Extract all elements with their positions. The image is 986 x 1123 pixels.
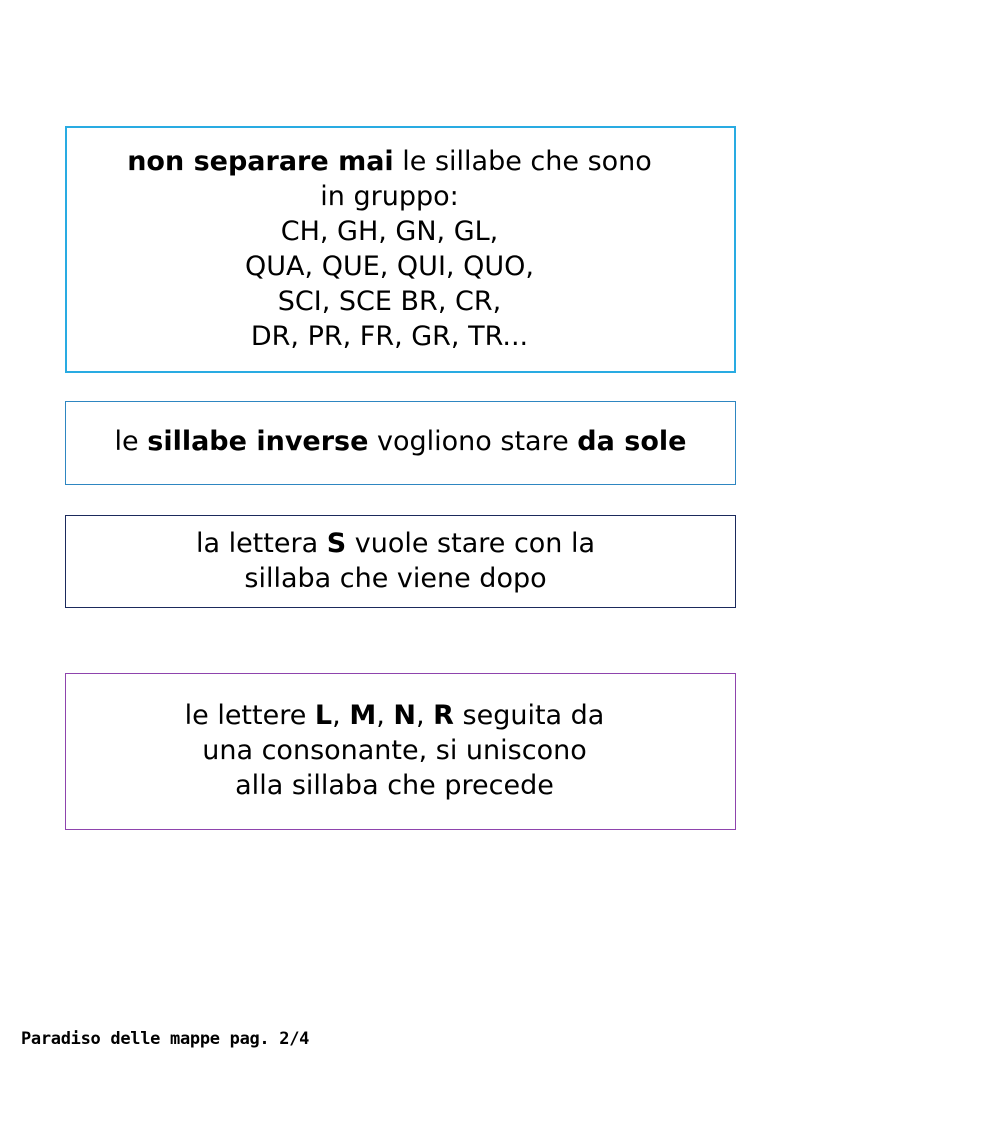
page-footer: Paradiso delle mappe pag. 2/4 xyxy=(21,1029,310,1049)
rule-text-run: , xyxy=(376,700,394,731)
rule-line xyxy=(127,144,652,179)
rule-line xyxy=(127,319,652,354)
rule-text-bold: N xyxy=(393,700,416,731)
rule-line xyxy=(185,768,605,803)
rule-text xyxy=(115,424,687,459)
rule-line xyxy=(127,249,652,284)
rule-text-run: le sillabe che sono xyxy=(393,145,652,177)
rule-text xyxy=(127,144,652,354)
rule-text-run: , xyxy=(332,700,350,731)
rule-text-run: le xyxy=(114,425,148,457)
rule-text-bold: M xyxy=(349,700,377,731)
rule-text-run: vogliono stare xyxy=(368,425,578,457)
rule-box-gruppi xyxy=(65,126,736,373)
rule-text-run: alla sillaba che precede xyxy=(235,770,554,801)
rule-text-run: DR, PR, FR, GR, TR... xyxy=(250,320,529,352)
rule-text-run: SCI, SCE BR, CR, xyxy=(277,285,502,317)
rule-text-run: sillaba che viene dopo xyxy=(244,562,547,594)
rule-text-run: una consonante, si uniscono xyxy=(202,735,587,766)
rule-text xyxy=(185,698,605,803)
rule-line xyxy=(127,179,652,214)
rule-line xyxy=(196,561,595,596)
rule-text xyxy=(196,526,595,596)
rule-text-run: QUA, QUE, QUI, QUO, xyxy=(245,250,534,282)
rule-box-lettere-lmnr xyxy=(65,673,736,830)
rule-text-run: in gruppo: xyxy=(320,180,459,212)
rule-line xyxy=(185,698,605,733)
rule-text-bold: sillabe inverse xyxy=(147,425,369,457)
rule-text-run: CH, GH, GN, GL, xyxy=(280,215,499,247)
rule-text-run: le lettere xyxy=(184,700,315,731)
rule-text-run: la lettera xyxy=(195,527,327,559)
rule-box-sillabe-inverse xyxy=(65,401,736,485)
rule-text-bold: R xyxy=(433,700,454,731)
rule-line xyxy=(127,284,652,319)
rule-line xyxy=(115,424,687,459)
rule-text-bold: da sole xyxy=(577,425,687,457)
rule-text-bold: S xyxy=(326,527,347,559)
rule-box-lettera-s xyxy=(65,515,736,608)
rule-text-run: seguita da xyxy=(453,700,605,731)
rule-line xyxy=(127,214,652,249)
rule-text-bold: non separare mai xyxy=(127,145,394,177)
rule-line xyxy=(196,526,595,561)
rule-text-bold: L xyxy=(314,700,333,731)
rule-line xyxy=(185,733,605,768)
rule-text-run: , xyxy=(415,700,434,731)
rule-text-run: vuole stare con la xyxy=(346,527,596,559)
